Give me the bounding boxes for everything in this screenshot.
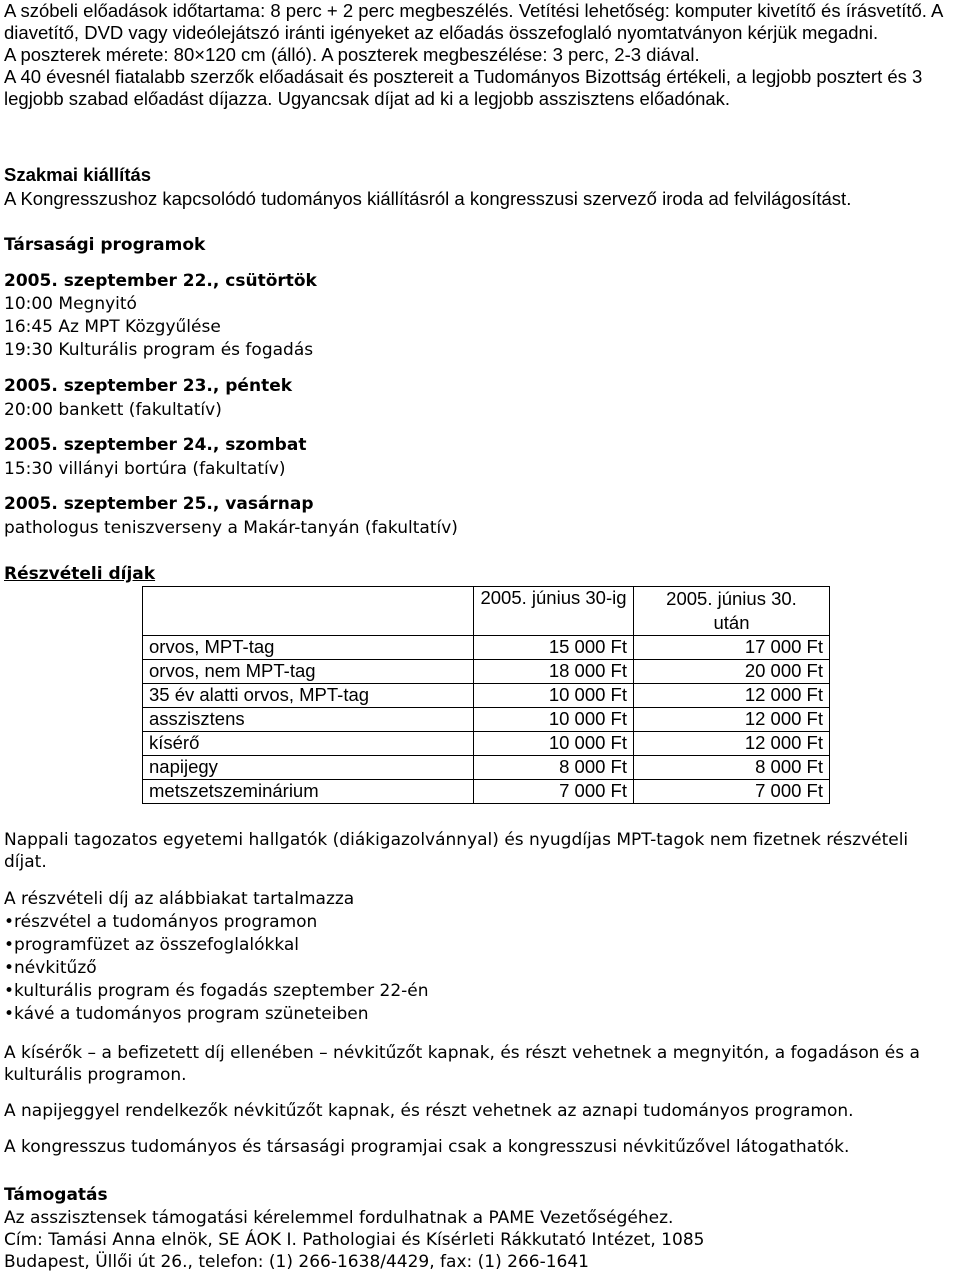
fees-includes [4,888,956,1025]
fee-label: 35 év alatti orvos, MPT-tag [143,684,474,708]
social-day-name: , péntek [212,376,293,396]
intro-presentation-paragraph: A szóbeli előadások időtartama: 8 perc + 2 perc megbeszélés. Vetítési lehetőség: komputer kivetítő és írásvetítő. A diavetítő, DVD vagy videólejátszó iránti igényeket az előadás összefoglaló nyomtatványon kérjük megadni. [4,0,943,43]
fees-header-row [143,587,830,636]
companions-note: A kísérők – a befizetett díj ellenében – névkitűzőt kapnak, és részt vehetnek a megnyitón, a fogadáson és a kulturális programon. [4,1043,920,1085]
social-day-name: , vasárnap [212,494,314,514]
fee-early: 10 000 Ft [474,708,634,732]
fees-col-late-line1: 2005. június 30. [666,588,797,609]
fee-late: 8 000 Ft [634,756,830,780]
social-day-name: , csütörtök [212,271,317,291]
social-day-date: 2005. szeptember 23. [4,376,213,396]
social-day-date: 2005. szeptember 22. [4,271,213,291]
companions-note-block [4,1042,956,1086]
social-item: 16:45 Az MPT Közgyűlése [4,317,221,337]
bullet-icon: • [4,958,15,978]
exhibition-text: A Kongresszushoz kapcsolódó tudományos kiállításról a kongresszusi szervező iroda ad felvilágosítást. [4,188,852,209]
daily-note-block [4,1100,956,1122]
social-heading: Társasági programok [4,235,206,255]
intro-section [4,0,956,110]
table-row [143,660,830,684]
social-day-1 [4,270,956,361]
fee-early: 10 000 Ft [474,732,634,756]
bullet-icon: • [4,912,15,932]
fees-col-late-line2: után [713,612,750,633]
fee-late: 20 000 Ft [634,660,830,684]
fees-col-late [634,587,830,636]
table-row [143,708,830,732]
bullet-icon: • [4,935,15,955]
social-item: pathologus teniszverseny a Makár-tanyán (fakultatív) [4,518,458,538]
fee-early: 7 000 Ft [474,780,634,804]
exhibition-heading: Szakmai kiállítás [4,164,152,185]
daily-ticket-note: A napijeggyel rendelkezők névkitűzőt kapnak, és részt vehetnek az aznapi tudományos programon. [4,1101,854,1121]
social-item: 10:00 Megnyitó [4,294,137,314]
table-row [143,756,830,780]
support-contact: Budapest, Üllői út 26., telefon: (1) 266-1638/4429, fax: (1) 266-1641 [4,1252,589,1272]
fee-label: orvos, nem MPT-tag [143,660,474,684]
intro-poster-paragraph: A poszterek mérete: 80×120 cm (álló). A poszterek megbeszélése: 3 perc, 2-3 diával. [4,44,700,65]
social-day-2 [4,375,956,421]
list-item: •kávé a tudományos program szüneteiben [4,1004,369,1024]
social-day-3 [4,434,956,480]
fee-late: 12 000 Ft [634,684,830,708]
support-address: Cím: Tamási Anna elnök, SE ÁOK I. Pathologiai és Kísérleti Rákkutató Intézet, 1085 [4,1230,705,1250]
list-item: •névkitűző [4,958,97,978]
fee-late: 17 000 Ft [634,636,830,660]
fees-note [4,829,956,873]
fee-late: 12 000 Ft [634,708,830,732]
social-item: 19:30 Kulturális program és fogadás [4,340,314,360]
fee-label: napijegy [143,756,474,780]
fee-early: 10 000 Ft [474,684,634,708]
list-item: •kulturális program és fogadás szeptember 22-én [4,981,429,1001]
fee-label: orvos, MPT-tag [143,636,474,660]
social-item: 15:30 villányi bortúra (fakultatív) [4,459,286,479]
table-row [143,636,830,660]
social-day-date: 2005. szeptember 25. [4,494,213,514]
table-row [143,684,830,708]
fees-table [142,586,830,804]
social-day-4 [4,493,956,539]
social-section [4,234,956,256]
social-day-name: , szombat [212,435,307,455]
fees-header-empty [143,587,474,636]
list-item: •programfüzet az összefoglalókkal [4,935,300,955]
bullet-icon: • [4,981,15,1001]
fees-section [4,563,956,585]
fee-early: 18 000 Ft [474,660,634,684]
fees-heading: Részvételi díjak [4,564,156,584]
social-item: 20:00 bankett (fakultatív) [4,400,222,420]
fee-label: kísérő [143,732,474,756]
fee-late: 12 000 Ft [634,732,830,756]
intro-award-paragraph: A 40 évesnél fiatalabb szerzők előadásait és posztereit a Tudományos Bizottság értékeli, a legjobb posztert és 3 legjobb szabad előadást díjazza. Ugyancsak díjat ad ki a legjobb asszisztens előadónak. [4,66,923,109]
list-item: •részvétel a tudományos programon [4,912,318,932]
access-note-block [4,1136,956,1158]
fee-label: metszetszeminárium [143,780,474,804]
exhibition-section [4,164,956,210]
access-note: A kongresszus tudományos és társasági programjai csak a kongresszusi névkitűzővel látogathatók. [4,1137,850,1157]
fee-early: 15 000 Ft [474,636,634,660]
fee-late: 7 000 Ft [634,780,830,804]
support-text: Az asszisztensek támogatási kérelemmel fordulhatnak a PAME Vezetőségéhez. [4,1208,674,1228]
fee-label: asszisztens [143,708,474,732]
table-row [143,732,830,756]
fees-exemption-note: Nappali tagozatos egyetemi hallgatók (diákigazolvánnyal) és nyugdíjas MPT-tagok nem fizetnek részvételi díjat. [4,830,909,872]
support-section [4,1184,956,1273]
support-heading: Támogatás [4,1185,108,1205]
bullet-icon: • [4,1004,15,1024]
fees-col-early: 2005. június 30-ig [474,587,634,636]
fee-early: 8 000 Ft [474,756,634,780]
social-day-date: 2005. szeptember 24. [4,435,213,455]
table-row [143,780,830,804]
includes-heading: A részvételi díj az alábbiakat tartalmazza [4,889,355,909]
